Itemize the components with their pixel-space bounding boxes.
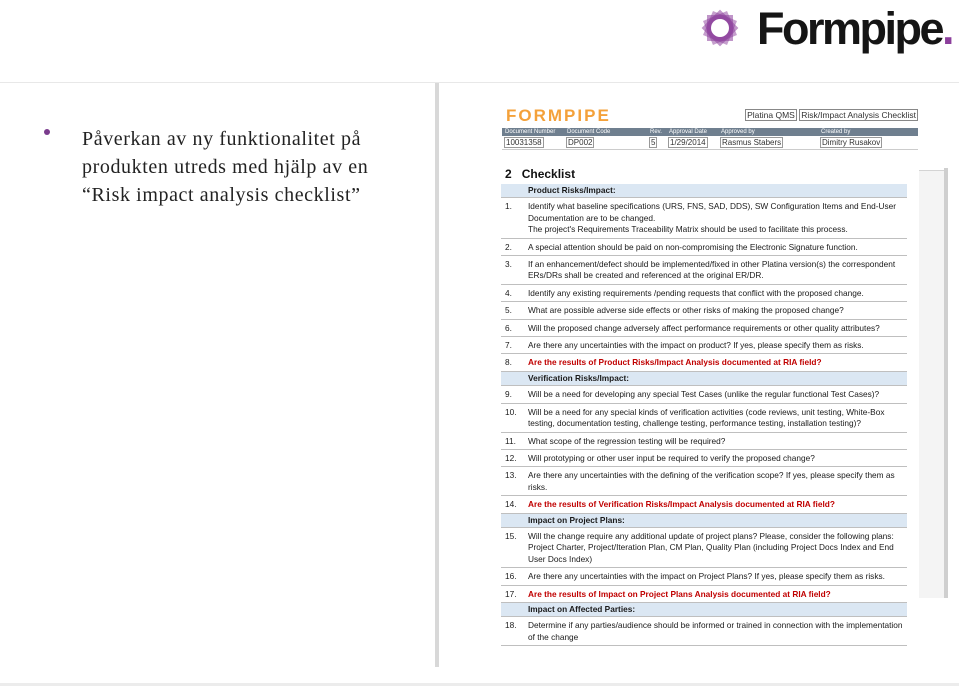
checklist-row	[501, 354, 907, 371]
row-text: Will prototyping or other user input be required to verify the proposed change?	[526, 449, 907, 466]
row-number: 5.	[501, 302, 526, 319]
meta-value: 5	[647, 136, 666, 149]
checklist-row	[501, 319, 907, 336]
row-text: Are the results of Verification Risks/Impact Analysis documented at RIA field?	[526, 496, 907, 513]
meta-value: Dimitry Rusakov	[818, 136, 918, 149]
row-number: 7.	[501, 337, 526, 354]
row-number: 12.	[501, 449, 526, 466]
checklist-section-row	[501, 184, 907, 198]
row-number: 17.	[501, 585, 526, 602]
checklist-row	[501, 256, 907, 285]
checklist-section-row	[501, 602, 907, 616]
row-number: 6.	[501, 319, 526, 336]
row-text: Impact on Project Plans:	[526, 513, 907, 527]
row-number: 4.	[501, 284, 526, 301]
row-number: 10.	[501, 403, 526, 432]
meta-value: Rasmus Stabers	[718, 136, 818, 149]
checklist-row	[501, 585, 907, 602]
checklist-row	[501, 467, 907, 496]
slide-header	[0, 0, 959, 82]
row-number: 15.	[501, 527, 526, 567]
row-number	[501, 513, 526, 527]
row-number: 1.	[501, 198, 526, 238]
checklist-row	[501, 403, 907, 432]
section-heading: 2 Checklist	[505, 167, 576, 181]
row-text: Are there any uncertainties with the impact on Project Plans? If yes, please specify them as risks.	[526, 568, 907, 585]
row-number: 8.	[501, 354, 526, 371]
row-number: 2.	[501, 238, 526, 255]
row-number: 9.	[501, 386, 526, 403]
checklist-section-row	[501, 371, 907, 385]
checklist-row	[501, 386, 907, 403]
meta-value: 10031358	[502, 136, 564, 149]
meta-value: 1/29/2014	[666, 136, 718, 149]
meta-header: Approved by	[718, 128, 818, 136]
brand-wordmark: Formpipe.	[757, 3, 953, 54]
row-text: Impact on Affected Parties:	[526, 602, 907, 616]
checklist-document	[435, 83, 919, 667]
checklist-row	[501, 527, 907, 567]
row-text: Identify what baseline specifications (URS, FNS, SAD, DDS), SW Configuration Items and End-User Documentation are to be changed. The project's Requirements Traceability Matrix should be used to facilitate this process.	[526, 198, 907, 238]
row-text: Will the proposed change adversely affect performance requirements or other quality attributes?	[526, 319, 907, 336]
row-text: Are there any uncertainties with the defining of the verification scope? If yes, please specify them as risks.	[526, 467, 907, 496]
checklist-row	[501, 617, 907, 646]
meta-header: Rev.	[647, 128, 666, 136]
checklist-row	[501, 568, 907, 585]
row-text: Will be a need for any special kinds of verification activities (code reviews, unit testing, White-Box testing, documentation testing, challenge testing, performance testing, installation testing)?	[526, 403, 907, 432]
meta-header: Document Number	[502, 128, 564, 136]
checklist-row	[501, 432, 907, 449]
checklist-row	[501, 302, 907, 319]
row-text: Are there any uncertainties with the impact on product? If yes, please specify them as risks.	[526, 337, 907, 354]
checklist-table	[501, 184, 907, 646]
row-number	[501, 371, 526, 385]
row-text: Will the change require any additional update of project plans? Please, consider the following plans: Project Charter, Project/Iteration Plan, CM Plan, Quality Plan (including Project Docs Index and End User Docs Index)	[526, 527, 907, 567]
row-text: A special attention should be paid on non-compromising the Electronic Signature function.	[526, 238, 907, 255]
checklist-row	[501, 449, 907, 466]
meta-header: Created by	[818, 128, 918, 136]
document-title: Platina QMS Risk/Impact Analysis Checklist	[747, 110, 916, 120]
row-text: What are possible adverse side effects or other risks of making the proposed change?	[526, 302, 907, 319]
row-number	[501, 602, 526, 616]
checklist-row	[501, 496, 907, 513]
row-number: 3.	[501, 256, 526, 285]
checklist-section-row	[501, 513, 907, 527]
row-text: Product Risks/Impact:	[526, 184, 907, 198]
formpipe-flower-logo-icon	[695, 3, 745, 53]
document-logo: FORMPIPE	[506, 106, 611, 125]
row-text: Are the results of Impact on Project Plans Analysis documented at RIA field?	[526, 585, 907, 602]
row-text: Verification Risks/Impact:	[526, 371, 907, 385]
row-text: Determine if any parties/audience should be informed or trained in connection with the implementation of the change	[526, 617, 907, 646]
row-number: 16.	[501, 568, 526, 585]
row-number: 14.	[501, 496, 526, 513]
checklist-row	[501, 238, 907, 255]
checklist-row	[501, 337, 907, 354]
meta-header: Document Code	[564, 128, 647, 136]
row-number: 13.	[501, 467, 526, 496]
meta-value: DP002	[564, 136, 647, 149]
checklist-row	[501, 198, 907, 238]
row-text: What scope of the regression testing will be required?	[526, 432, 907, 449]
checklist-row	[501, 284, 907, 301]
row-text: If an enhancement/defect should be implemented/fixed in other Platina version(s) the correspondent ERs/DRs shall be created and referenced at the original ER/DR.	[526, 256, 907, 285]
row-number: 11.	[501, 432, 526, 449]
document-meta-table	[502, 128, 918, 150]
row-text: Will be a need for developing any special Test Cases (unlike the regular functional Test Cases)?	[526, 386, 907, 403]
row-number: 18.	[501, 617, 526, 646]
background-page-edge	[944, 168, 948, 598]
bullet-icon	[44, 129, 50, 135]
slide-bullet-text: Påverkan av ny funktionalitet på produkten utreds med hjälp av en “Risk impact analysis checklist”	[82, 128, 369, 206]
row-number	[501, 184, 526, 198]
row-text: Are the results of Product Risks/Impact Analysis documented at RIA field?	[526, 354, 907, 371]
meta-header: Approval Date	[666, 128, 718, 136]
row-text: Identify any existing requirements /pending requests that conflict with the proposed change.	[526, 284, 907, 301]
